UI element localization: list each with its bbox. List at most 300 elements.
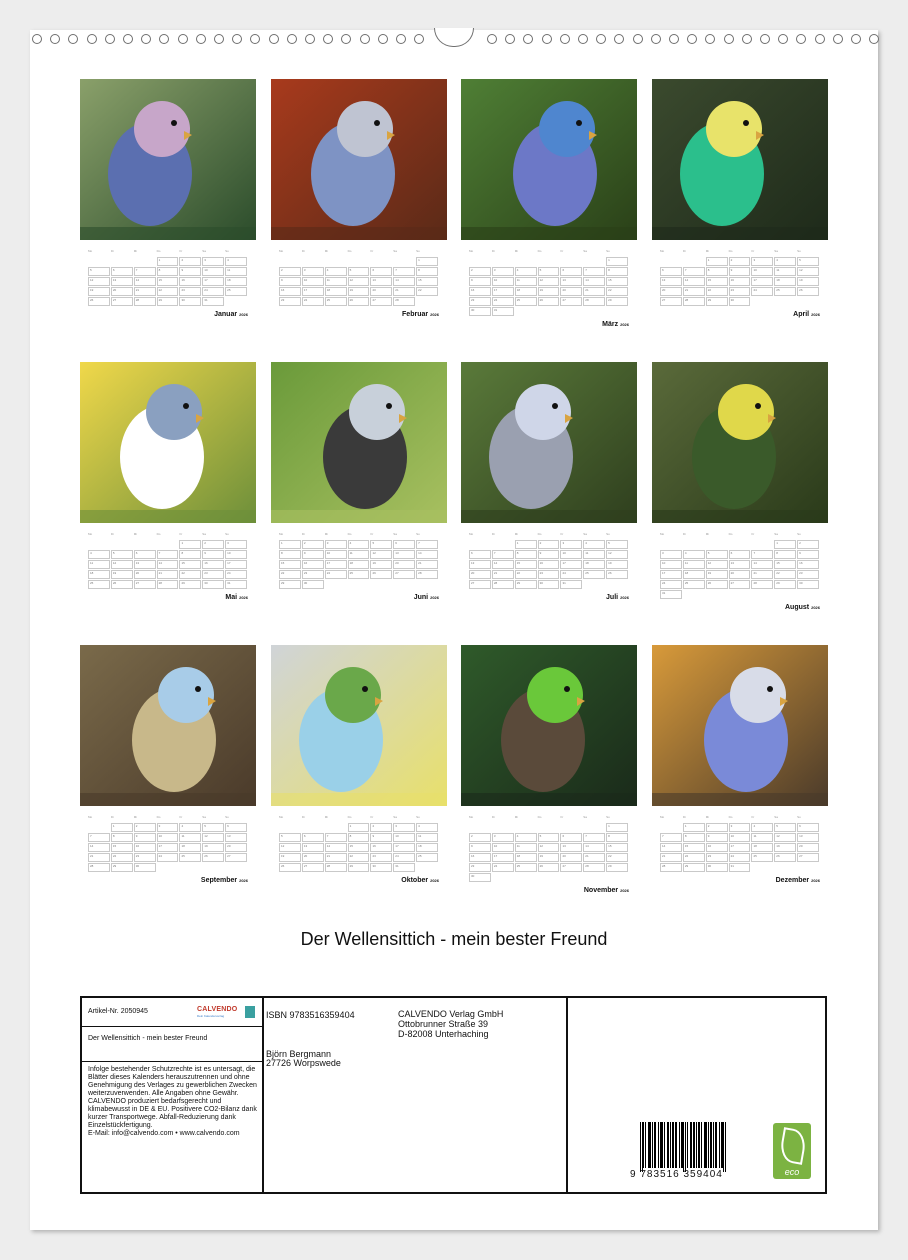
binding-ring [705, 34, 715, 44]
month-3 [461, 79, 637, 329]
month-year: 2026 [239, 595, 248, 600]
weekday-label: Do [156, 815, 161, 819]
month-10 [271, 645, 447, 895]
binding-ring [724, 34, 734, 44]
weekday-label: Di [491, 815, 495, 819]
day-cell: 10 [325, 550, 347, 559]
day-cell [279, 823, 301, 832]
day-cell: 14 [583, 843, 605, 852]
day-cell [538, 257, 560, 266]
binding-ring [378, 34, 388, 44]
month-label: Mai [225, 594, 238, 601]
day-cell: 29 [606, 863, 628, 872]
day-cell: 17 [660, 570, 682, 579]
day-cell: 20 [393, 560, 415, 569]
day-cell: 7 [660, 833, 682, 842]
day-cell: 2 [469, 833, 491, 842]
day-cell [774, 590, 796, 599]
barcode-bar [701, 1122, 702, 1168]
day-cell: 1 [706, 257, 728, 266]
day-cell [416, 863, 438, 872]
day-cell: 16 [538, 560, 560, 569]
day-cell: 3 [202, 257, 224, 266]
barcode-bar [664, 1122, 665, 1168]
day-cell: 24 [492, 863, 514, 872]
barcode-bar [655, 1122, 656, 1168]
day-cell: 1 [111, 823, 133, 832]
day-cell: 29 [774, 580, 796, 589]
weekday-label: Di [682, 532, 686, 536]
month-12 [652, 645, 828, 895]
author-location: 27726 Worpswede [266, 1058, 341, 1068]
day-cell: 13 [797, 833, 819, 842]
day-cell [797, 863, 819, 872]
weekday-label: So [416, 532, 420, 536]
day-cell [683, 540, 705, 549]
weekday-label: Fr [560, 815, 564, 819]
day-cell: 29 [279, 580, 301, 589]
day-cell: 11 [88, 560, 110, 569]
day-cell: 22 [606, 287, 628, 296]
day-cell [157, 540, 179, 549]
day-cell: 28 [416, 570, 438, 579]
month-8 [652, 362, 828, 612]
day-cell: 22 [774, 570, 796, 579]
day-cell: 14 [683, 277, 705, 286]
weekday-label: Do [728, 532, 733, 536]
imprint-middle-column [264, 998, 568, 1192]
day-cell: 27 [111, 297, 133, 306]
mini-calendar [469, 532, 629, 590]
weekday-label: So [225, 249, 229, 253]
day-cell: 16 [797, 560, 819, 569]
day-cell: 19 [279, 853, 301, 862]
day-cell: 1 [279, 540, 301, 549]
day-cell [225, 863, 247, 872]
day-cell: 3 [225, 540, 247, 549]
binding-ring [542, 34, 552, 44]
weekday-label: Mi [705, 532, 709, 536]
day-cell: 6 [660, 267, 682, 276]
weekday-label: Mo [88, 815, 93, 819]
day-cell: 8 [606, 267, 628, 276]
day-cell: 5 [797, 257, 819, 266]
day-cell: 25 [751, 853, 773, 862]
day-cell: 17 [492, 853, 514, 862]
day-cell: 28 [492, 580, 514, 589]
day-cell: 23 [302, 570, 324, 579]
day-cell: 4 [348, 540, 370, 549]
weekday-label: Do [537, 249, 542, 253]
weekday-label: Fr [370, 249, 374, 253]
day-cell: 17 [225, 560, 247, 569]
day-cell: 31 [202, 297, 224, 306]
day-cell: 28 [583, 863, 605, 872]
day-cell [302, 257, 324, 266]
weekday-label: Do [537, 815, 542, 819]
binding-ring [669, 34, 679, 44]
weekday-label: Do [347, 532, 352, 536]
day-cell: 30 [134, 863, 156, 872]
weekday-label: Mo [88, 249, 93, 253]
day-cell: 7 [583, 267, 605, 276]
binding-ring [851, 34, 861, 44]
day-cell: 4 [515, 267, 537, 276]
weekday-label: Sa [583, 815, 587, 819]
day-cell [325, 580, 347, 589]
day-cell: 2 [202, 540, 224, 549]
barcode-bar [691, 1122, 692, 1168]
day-cell: 23 [706, 853, 728, 862]
day-cell [225, 297, 247, 306]
day-cell: 6 [797, 823, 819, 832]
barcode-bar [650, 1122, 651, 1168]
day-cell: 5 [279, 833, 301, 842]
month-label: Januar [214, 311, 238, 318]
day-cell: 9 [279, 277, 301, 286]
day-cell [469, 823, 491, 832]
day-cell: 12 [538, 277, 560, 286]
day-cell: 1 [179, 540, 201, 549]
day-cell: 23 [538, 570, 560, 579]
day-cell: 10 [492, 843, 514, 852]
budgie-photo [271, 645, 447, 806]
day-cell: 1 [348, 823, 370, 832]
day-cell: 29 [348, 863, 370, 872]
day-cell: 19 [370, 560, 392, 569]
day-cell: 8 [157, 267, 179, 276]
day-cell: 15 [416, 277, 438, 286]
day-cell: 15 [606, 843, 628, 852]
day-cell: 29 [683, 863, 705, 872]
day-cell: 29 [179, 580, 201, 589]
day-cell: 23 [469, 863, 491, 872]
weekday-label: Do [347, 249, 352, 253]
day-cell [583, 873, 605, 882]
logo-text: CALVENDO [197, 1006, 238, 1013]
day-cell: 23 [202, 570, 224, 579]
day-cell: 14 [416, 550, 438, 559]
day-cell: 4 [225, 257, 247, 266]
day-cell: 16 [302, 560, 324, 569]
day-cell [729, 590, 751, 599]
weekday-label: So [416, 815, 420, 819]
binding-ring [742, 34, 752, 44]
day-cell: 26 [111, 580, 133, 589]
day-cell: 18 [225, 277, 247, 286]
month-label: September [200, 877, 238, 884]
binding-ring [287, 34, 297, 44]
day-cell: 8 [279, 550, 301, 559]
day-cell [370, 580, 392, 589]
day-cell: 8 [706, 267, 728, 276]
day-cell: 15 [111, 843, 133, 852]
binding-ring [32, 34, 42, 44]
day-cell [538, 307, 560, 316]
day-cell: 27 [797, 853, 819, 862]
day-cell: 11 [583, 550, 605, 559]
day-cell: 7 [325, 833, 347, 842]
weekday-label: Do [156, 249, 161, 253]
day-cell: 6 [560, 833, 582, 842]
weekday-label: Di [682, 249, 686, 253]
product-title: Der Wellensittich - mein bester Freund [88, 1035, 208, 1042]
day-cell: 24 [157, 853, 179, 862]
day-cell: 18 [325, 287, 347, 296]
day-cell: 25 [88, 580, 110, 589]
day-cell: 17 [302, 287, 324, 296]
day-cell: 7 [492, 550, 514, 559]
day-cell: 12 [774, 833, 796, 842]
day-cell: 11 [515, 277, 537, 286]
weekday-label: Mi [133, 532, 137, 536]
day-cell: 2 [797, 540, 819, 549]
month-label: August [784, 604, 810, 611]
binding-ring [596, 34, 606, 44]
day-cell: 30 [202, 580, 224, 589]
day-cell: 5 [774, 823, 796, 832]
day-cell: 15 [515, 560, 537, 569]
legal-notice: Infolge bestehender Schutzrechte ist es untersagt, die Blätter dieses Kalenders herauszutrennen und ohne Genehmigung des Verlages zu gewerblichen Zwecken weiterzuverwenden. Alle Angaben ohne Gewähr. CALVENDO produziert bedarfsgerecht und klimabewusst in DE & EU. Positivere CO2-Bilanz dank kurzer Transportwege. Abfall-Reduzierung dank Einzelstückfertigung. E-Mail: info@calvendo.com • www.calvendo.com [88, 1066, 257, 1137]
weekday-label: Di [110, 249, 114, 253]
weekday-label: Sa [774, 532, 778, 536]
day-cell: 20 [560, 853, 582, 862]
mini-calendar [88, 815, 248, 873]
day-cell: 21 [157, 570, 179, 579]
day-cell [706, 540, 728, 549]
weekday-label: Do [156, 532, 161, 536]
weekday-label: Mi [514, 249, 518, 253]
barcode-bar [725, 1122, 726, 1172]
day-cell: 31 [560, 580, 582, 589]
day-cell: 7 [416, 540, 438, 549]
day-cell: 31 [393, 863, 415, 872]
day-cell: 12 [111, 560, 133, 569]
day-cell: 4 [751, 823, 773, 832]
day-cell: 7 [157, 550, 179, 559]
month-1 [80, 79, 256, 329]
budgie-photo [80, 362, 256, 523]
binding-ring [396, 34, 406, 44]
day-cell: 20 [660, 287, 682, 296]
day-cell [706, 590, 728, 599]
day-cell: 21 [393, 287, 415, 296]
day-cell: 31 [660, 590, 682, 599]
day-cell [515, 257, 537, 266]
author-name: Björn Bergmann [266, 1049, 332, 1059]
day-cell: 3 [751, 257, 773, 266]
weekday-label: Fr [560, 249, 564, 253]
day-cell: 31 [729, 863, 751, 872]
article-row [82, 998, 262, 1027]
author [266, 1050, 341, 1068]
day-cell [583, 823, 605, 832]
day-cell: 4 [515, 833, 537, 842]
day-cell: 21 [88, 853, 110, 862]
day-cell: 24 [202, 287, 224, 296]
binding-ring [305, 34, 315, 44]
day-cell: 30 [179, 297, 201, 306]
day-cell: 28 [393, 297, 415, 306]
barcode-bar [711, 1122, 712, 1168]
barcode-bar [708, 1122, 709, 1168]
day-cell: 10 [751, 267, 773, 276]
day-cell: 20 [302, 853, 324, 862]
weekday-label: Mo [660, 249, 665, 253]
day-cell: 8 [179, 550, 201, 559]
month-year: 2026 [239, 878, 248, 883]
day-cell: 12 [797, 267, 819, 276]
day-cell [134, 257, 156, 266]
publisher-line: Ottobrunner Straße 39 [398, 1019, 489, 1029]
budgie-photo [461, 79, 637, 240]
weekday-label: Sa [774, 249, 778, 253]
month-11 [461, 645, 637, 895]
binding-ring [360, 34, 370, 44]
day-cell: 11 [515, 843, 537, 852]
weekday-label: Mi [324, 249, 328, 253]
publisher-address [398, 1009, 503, 1039]
weekday-label: So [606, 249, 610, 253]
day-cell: 26 [88, 297, 110, 306]
day-cell: 1 [515, 540, 537, 549]
day-cell: 22 [416, 287, 438, 296]
day-cell: 27 [225, 853, 247, 862]
mini-calendar [88, 532, 248, 590]
logo-subtext: Dein Kalenderverlag [197, 1014, 225, 1018]
binding-ring [414, 34, 424, 44]
day-cell: 31 [225, 580, 247, 589]
day-cell [660, 540, 682, 549]
binding-ring [487, 34, 497, 44]
day-cell: 20 [729, 570, 751, 579]
month-label: November [583, 887, 619, 894]
calendar-title: Der Wellensittich - mein bester Freund [300, 929, 608, 949]
day-cell [560, 307, 582, 316]
day-cell: 4 [179, 823, 201, 832]
month-name [793, 311, 820, 318]
day-cell: 21 [134, 287, 156, 296]
day-cell: 26 [348, 297, 370, 306]
day-cell: 23 [797, 570, 819, 579]
day-cell: 12 [202, 833, 224, 842]
barcode-bar [640, 1122, 641, 1172]
day-cell: 27 [560, 863, 582, 872]
weekday-label: Mi [705, 249, 709, 253]
day-cell: 18 [88, 570, 110, 579]
day-cell: 13 [560, 843, 582, 852]
binding-ring [833, 34, 843, 44]
day-cell: 10 [729, 833, 751, 842]
day-cell: 27 [370, 297, 392, 306]
day-cell: 24 [492, 297, 514, 306]
day-cell: 24 [325, 570, 347, 579]
day-cell: 23 [729, 287, 751, 296]
day-cell [683, 257, 705, 266]
weekday-label: Sa [202, 815, 206, 819]
day-cell: 10 [202, 267, 224, 276]
weekday-label: Fr [370, 815, 374, 819]
day-cell: 17 [560, 560, 582, 569]
day-cell: 26 [606, 570, 628, 579]
day-cell: 7 [88, 833, 110, 842]
budgie-photo [652, 362, 828, 523]
day-cell [583, 257, 605, 266]
day-cell: 19 [606, 560, 628, 569]
binding-ring [614, 34, 624, 44]
calvendo-logo [197, 1006, 257, 1022]
day-cell: 2 [469, 267, 491, 276]
day-cell: 11 [751, 833, 773, 842]
budgie-photo [461, 362, 637, 523]
day-cell: 14 [660, 843, 682, 852]
barcode-bar [716, 1122, 717, 1168]
day-cell: 14 [157, 560, 179, 569]
month-name [201, 877, 248, 884]
day-cell: 5 [111, 550, 133, 559]
budgie-photo [652, 645, 828, 806]
day-cell: 3 [393, 823, 415, 832]
day-cell [348, 257, 370, 266]
barcode-bar [676, 1122, 677, 1168]
day-cell: 7 [751, 550, 773, 559]
day-cell: 26 [202, 853, 224, 862]
day-cell: 16 [729, 277, 751, 286]
day-cell: 9 [370, 833, 392, 842]
day-cell: 29 [515, 580, 537, 589]
month-name [602, 321, 629, 328]
day-cell: 19 [202, 843, 224, 852]
day-cell: 17 [157, 843, 179, 852]
weekday-label: Fr [179, 815, 183, 819]
weekday-label: Mo [279, 249, 284, 253]
day-cell [416, 580, 438, 589]
day-cell: 26 [774, 853, 796, 862]
day-cell: 9 [202, 550, 224, 559]
day-cell: 12 [370, 550, 392, 559]
day-cell: 14 [583, 277, 605, 286]
day-cell [751, 863, 773, 872]
barcode-bar [696, 1122, 697, 1168]
day-cell: 20 [797, 843, 819, 852]
day-cell: 24 [225, 570, 247, 579]
day-cell: 20 [225, 843, 247, 852]
publisher-line: D-82008 Unterhaching [398, 1029, 489, 1039]
day-cell [469, 540, 491, 549]
day-cell: 9 [538, 550, 560, 559]
day-cell: 30 [370, 863, 392, 872]
day-cell: 10 [560, 550, 582, 559]
day-cell: 22 [683, 853, 705, 862]
binding-ring [505, 34, 515, 44]
binding-ring [269, 34, 279, 44]
weekday-label: Di [491, 532, 495, 536]
day-cell [88, 823, 110, 832]
day-cell: 22 [179, 570, 201, 579]
barcode-bar [668, 1122, 669, 1168]
day-cell: 13 [134, 560, 156, 569]
weekday-label: Mi [514, 815, 518, 819]
weekday-label: Mi [324, 815, 328, 819]
day-cell: 14 [88, 843, 110, 852]
day-cell: 9 [706, 833, 728, 842]
day-cell [560, 257, 582, 266]
day-cell: 24 [660, 580, 682, 589]
imprint-right-column [568, 998, 825, 1192]
day-cell: 6 [560, 267, 582, 276]
day-cell: 25 [416, 853, 438, 862]
day-cell: 15 [348, 843, 370, 852]
